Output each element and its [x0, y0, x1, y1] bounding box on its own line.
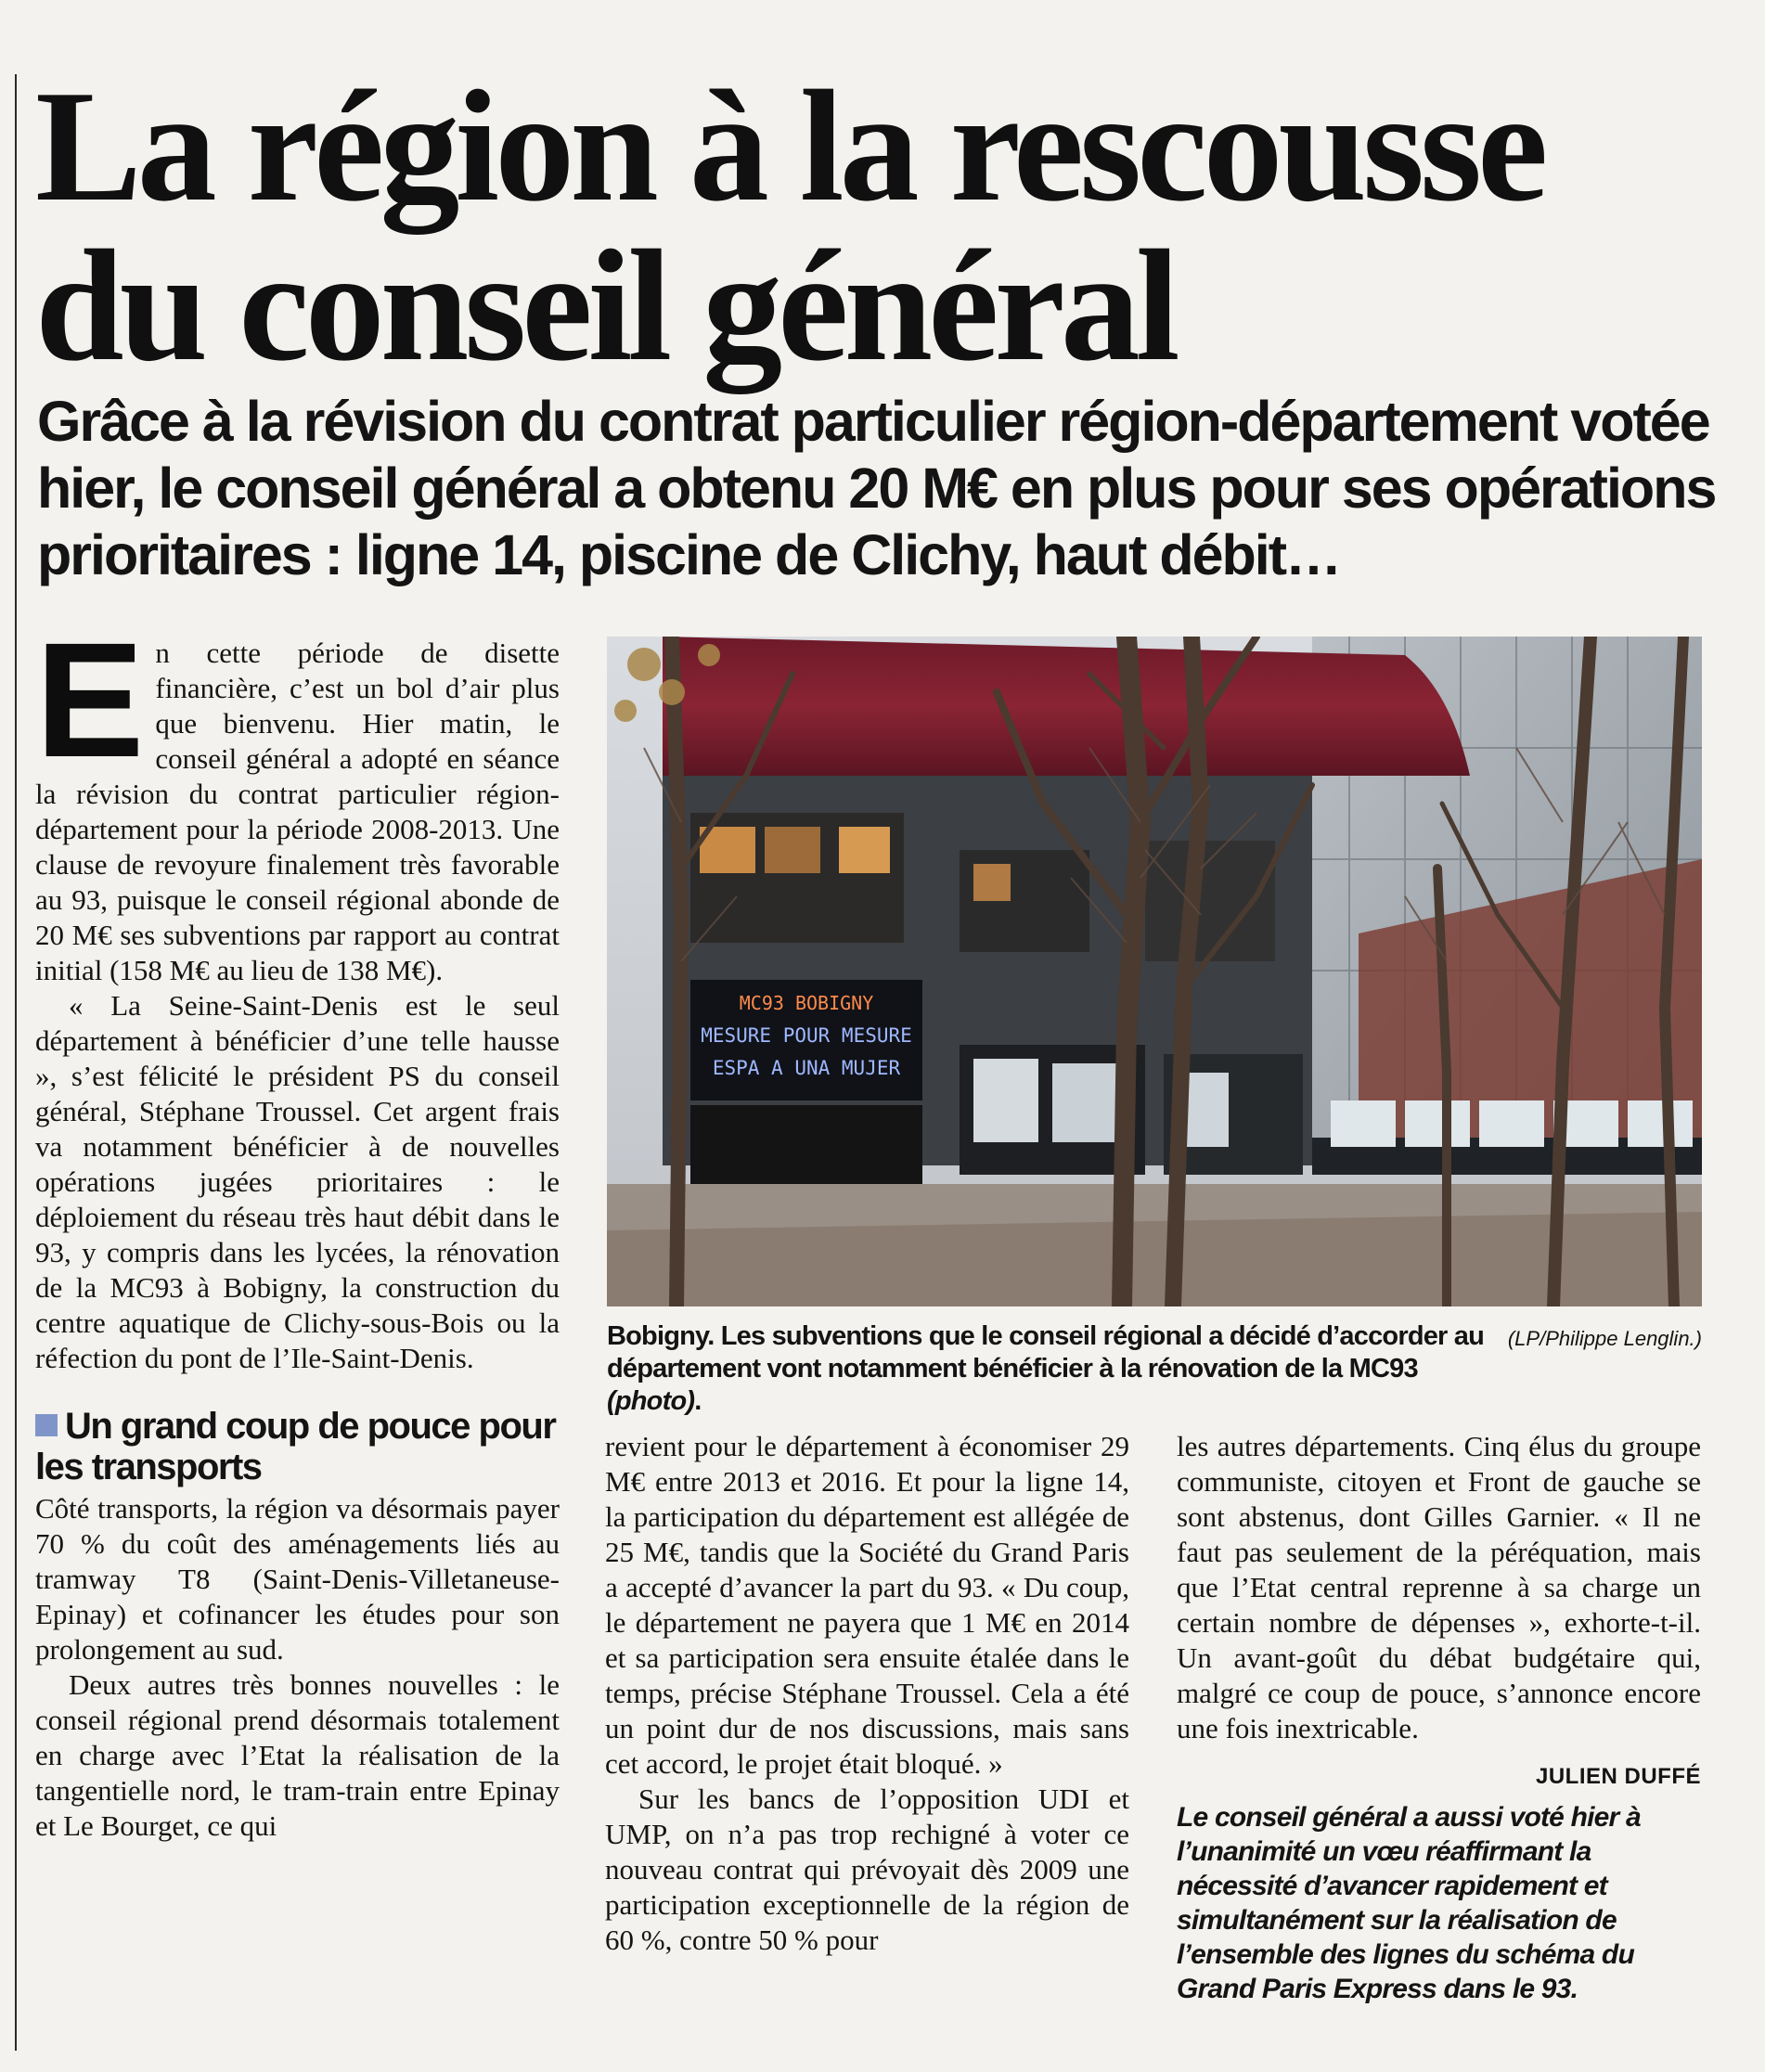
- headline-line-2: du conseil général: [35, 218, 1176, 394]
- headline-line-1: La région à la rescousse: [35, 58, 1544, 235]
- subhead-text: Un grand coup de pouce pour les transports: [35, 1406, 556, 1487]
- closing-note: Le conseil général a aussi voté hier à l’unanimité un vœu réaffirmant la nécessité d’avancer rapidement et simultanément sur la réalisation de l’ensemble des lignes du schéma du Grand Paris Express dans le 93.: [1177, 1802, 1641, 2004]
- paragraph-6: Sur les bancs de l’opposition UDI et UMP, on n’a pas trop rechigné à voter ce nouveau contrat qui prévoyait dès 2009 une participation exceptionnelle de la région de 60 %, contre 50 % pour: [605, 1782, 1129, 1956]
- paragraph-7: les autres départements. Cinq élus du groupe communiste, citoyen et Front de gauche se sont abstenus, dont Gilles Garnier. « Il ne faut pas seulement de la péréquation, mais que l’Etat central reprenne à sa charge un certain nombre de dépenses », exhorte-t-il. Un avant-goût du débat budgétaire qui, malgré ce coup de pouce, s’annonce encore une fois inextricable.: [1177, 1430, 1701, 1744]
- article-photo: [607, 637, 1702, 1306]
- article-column-1: [35, 610, 560, 1844]
- caption-text: Les subventions que le conseil régional a décidé d’accorder au département vont notamment bénéficier à la rénovation de la MC93: [607, 1321, 1485, 1383]
- paragraph-2: « La Seine-Saint-Denis est le seul département à bénéficier d’une telle hausse », s’est félicité le président PS du conseil général, Stéphane Troussel. Cet argent frais va notamment bénéficier à de nouvelles opérations jugées prioritaires : le déploiement du réseau très haut débit dans le 93, y compris dans les lycées, la rénovation de la MC93 à Bobigny, la construction du centre aquatique de Clichy-sous-Bois ou la réfection du pont de l’Ile-Saint-Denis.: [35, 989, 560, 1374]
- deck-subtitle: Grâce à la révision du contrat particulier région-département votée hier, le conseil général a obtenu 20 M€ en plus pour ses opérations prioritaires : ligne 14, piscine de Clichy, haut débit…: [37, 390, 1716, 586]
- caption-place: Bobigny.: [607, 1321, 715, 1351]
- subhead-bullet-icon: [35, 1414, 58, 1436]
- photo-caption: [607, 1320, 1702, 1418]
- paragraph-5: revient pour le département à économiser 29 M€ entre 2013 et 2016. Et pour la ligne 14, la participation du département est allégée de 25 M€, tandis que la Société du Grand Paris a accepté d’avancer la part du 93. « Du coup, le département ne payera que 1 M€ en 2014 et sa participation sera ensuite étalée dans le temps, précise Stéphane Troussel. Cela a été un point dur de nos discussions, mais sans cet accord, le projet était bloqué. »: [605, 1430, 1129, 1780]
- paragraph-4: Deux autres très bonnes nouvelles : le conseil régional prend désormais totalement en charge avec l’Etat la réalisation de la tangentielle nord, le tram-train entre Epinay et Le Bourget, ce qui: [35, 1668, 560, 1842]
- photo-credit: (LP/Philippe Lenglin.): [1507, 1327, 1702, 1350]
- sign-line-2: MESURE POUR MESURE: [701, 1024, 912, 1047]
- drop-cap: E: [35, 610, 145, 791]
- byline: JULIEN DUFFÉ: [1535, 1764, 1701, 1789]
- sign-line-1: MC93 BOBIGNY: [739, 992, 874, 1014]
- article-column-3: [1177, 1429, 1701, 2006]
- caption-photo-tag: (photo): [607, 1386, 695, 1416]
- subhead-transports: [35, 1406, 560, 1487]
- paragraph-3: Côté transports, la région va désormais payer 70 % du coût des aménagements liés au tramway T8 (Saint-Denis-Villetaneuse-Epinay) et cofinancer les études pour son prolongement au sud.: [35, 1492, 560, 1666]
- article-column-2: [605, 1429, 1129, 1958]
- mc93-building-photo: [607, 637, 1702, 1306]
- paragraph-1: n cette période de disette financière, c’est un bol d’air plus que bienvenu. Hier matin, le conseil général a adopté en séance la révision du contrat particulier région-département pour la période 2008-2013. Une clause de revoyure finalement très favorable au 93, puisque le conseil régional abonde de 20 M€ ses subventions par rapport au contrat initial (158 M€ au lieu de 138 M€).: [35, 637, 560, 986]
- headline: [35, 58, 1743, 394]
- sign-line-3: ESPA A UNA MUJER: [712, 1057, 901, 1079]
- page-edge-rule: [15, 74, 17, 2051]
- caption-end: .: [694, 1386, 702, 1416]
